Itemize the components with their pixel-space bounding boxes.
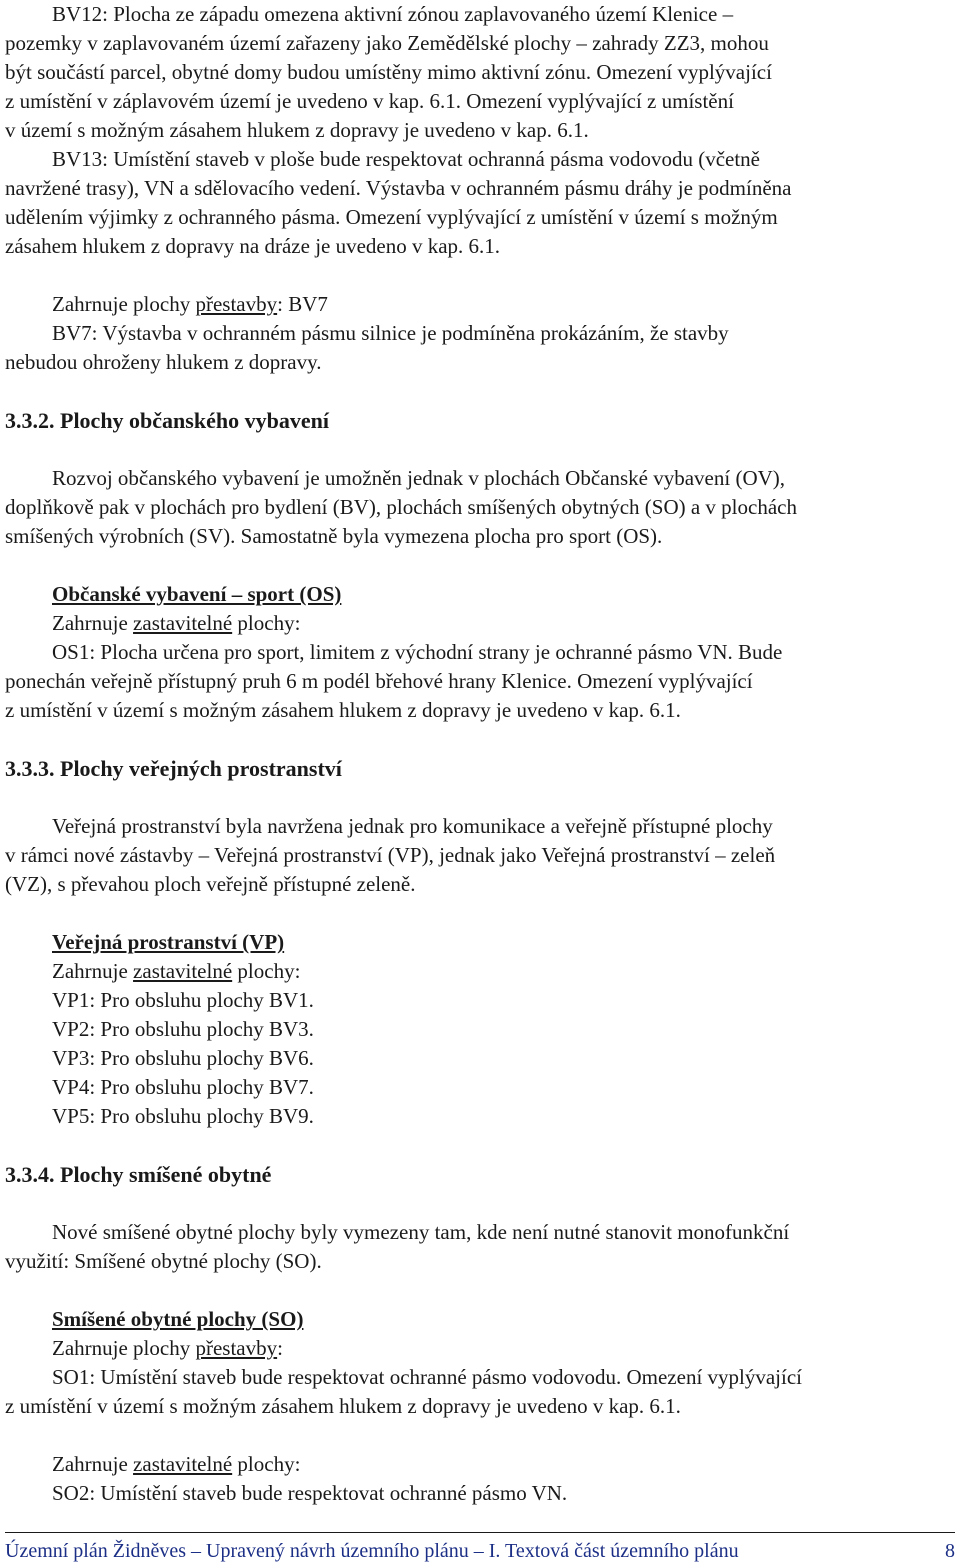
s332-line-2: doplňkově pak v plochách pro bydlení (BV), plochách smíšených obytných (SO) a v plochách (5, 495, 797, 519)
s334-line-2: využití: Smíšené obytné plochy (SO). (5, 1249, 322, 1273)
list-item-vp3: VP3: Pro obsluhu plochy BV6. (52, 1046, 314, 1070)
bv-prestavby-underlined: přestavby (195, 292, 278, 316)
bv-prestavby-pre: Zahrnuje plochy (52, 292, 196, 316)
page-number: 8 (945, 1540, 955, 1562)
document-page (5, 0, 955, 1508)
s333-line-2: v rámci nové zástavby – Veřejná prostranství (VP), jednak jako Veřejná prostranství – zeleň (5, 843, 776, 867)
bv12-line-5: v území s možným zásahem hlukem z dopravy je uvedeno v kap. 6.1. (5, 118, 589, 142)
section-333-heading: 3.3.3. Plochy veřejných prostranství (5, 756, 342, 781)
so-zastavitelne-line (5, 1450, 955, 1479)
os1-line-3: z umístění v území s možným zásahem hlukem z dopravy je uvedeno v kap. 6.1. (5, 698, 681, 722)
list-item-vp1: VP1: Pro obsluhu plochy BV1. (52, 988, 314, 1012)
vp-zastavitelne-line (5, 957, 955, 986)
bv-prestavby-line (5, 290, 955, 319)
so-z-post: plochy: (232, 1452, 301, 1476)
page-footer (5, 1532, 955, 1563)
so-subheading: Smíšené obytné plochy (SO) (52, 1307, 304, 1331)
so-p-pre: Zahrnuje plochy (52, 1336, 196, 1360)
bv13-line-2: navržené trasy), VN a sdělovacího vedení. Výstavba v ochranném pásmu dráhy je podmíněna (5, 176, 792, 200)
so-z-underlined: zastavitelné (133, 1452, 233, 1476)
bv-prestavby-post: : BV7 (277, 292, 328, 316)
so1-line-1: SO1: Umístění staveb bude respektovat ochranné pásmo vodovodu. Omezení vyplývající (52, 1365, 803, 1389)
os1-line-2: ponechán veřejně přístupný pruh 6 m podél břehové hrany Klenice. Omezení vyplývající (5, 669, 753, 693)
so2-line: SO2: Umístění staveb bude respektovat ochranné pásmo VN. (52, 1481, 568, 1505)
vp-z-pre: Zahrnuje (52, 959, 134, 983)
vp-z-post: plochy: (232, 959, 301, 983)
vp-z-underlined: zastavitelné (133, 959, 233, 983)
s334-line-1: Nové smíšené obytné plochy byly vymezeny tam, kde není nutné stanovit monofunkční (52, 1220, 790, 1244)
bv7-line-1: BV7: Výstavba v ochranném pásmu silnice je podmíněna prokázáním, že stavby (52, 321, 729, 345)
section-334-heading: 3.3.4. Plochy smíšené obytné (5, 1162, 272, 1187)
bv13-line-4: zásahem hlukem z dopravy na dráze je uvedeno v kap. 6.1. (5, 234, 501, 258)
bv12-line-2: pozemky v zaplavovaném území zařazeny jako Zemědělské plochy – zahrady ZZ3, mohou (5, 31, 769, 55)
os-z-underlined: zastavitelné (133, 611, 233, 635)
os-z-post: plochy: (232, 611, 301, 635)
bv7-line-2: nebudou ohroženy hlukem z dopravy. (5, 350, 322, 374)
os-z-pre: Zahrnuje (52, 611, 134, 635)
bv13-line-1: BV13: Umístění staveb v ploše bude respektovat ochranná pásma vodovodu (včetně (52, 147, 760, 171)
os-zastavitelne-line (5, 609, 955, 638)
bv12-line-1: BV12: Plocha ze západu omezena aktivní zónou zaplavovaného území Klenice – (52, 2, 734, 26)
list-item-vp5: VP5: Pro obsluhu plochy BV9. (52, 1104, 314, 1128)
so-z-pre: Zahrnuje (52, 1452, 134, 1476)
os1-line-1: OS1: Plocha určena pro sport, limitem z východní strany je ochranné pásmo VN. Bude (52, 640, 783, 664)
list-item-vp4: VP4: Pro obsluhu plochy BV7. (52, 1075, 314, 1099)
section-332-heading: 3.3.2. Plochy občanského vybavení (5, 408, 329, 433)
bv12-line-4: z umístění v záplavovém území je uvedeno v kap. 6.1. Omezení vyplývající z umístění (5, 89, 734, 113)
s332-line-1: Rozvoj občanského vybavení je umožněn jednak v plochách Občanské vybavení (OV), (52, 466, 786, 490)
so-p-underlined: přestavby (195, 1336, 278, 1360)
vp-subheading: Veřejná prostranství (VP) (52, 930, 285, 954)
list-item-vp2: VP2: Pro obsluhu plochy BV3. (52, 1017, 314, 1041)
footer-text: Územní plán Židněves – Upravený návrh územního plánu – I. Textová část územního plánu (5, 1540, 739, 1562)
os-subheading: Občanské vybavení – sport (OS) (52, 582, 342, 606)
so-p-post: : (277, 1336, 283, 1360)
so-prestavby-line (5, 1334, 955, 1363)
bv13-line-3: udělením výjimky z ochranného pásma. Omezení vyplývající z umístění v území s možným (5, 205, 778, 229)
s332-line-3: smíšených výrobních (SV). Samostatně byla vymezena plocha pro sport (OS). (5, 524, 663, 548)
so1-line-2: z umístění v území s možným zásahem hlukem z dopravy je uvedeno v kap. 6.1. (5, 1394, 681, 1418)
bv12-line-3: být součástí parcel, obytné domy budou umístěny mimo aktivní zónu. Omezení vyplývající (5, 60, 772, 84)
s333-line-3: (VZ), s převahou ploch veřejně přístupné zeleně. (5, 872, 416, 896)
s333-line-1: Veřejná prostranství byla navržena jednak pro komunikace a veřejně přístupné plochy (52, 814, 773, 838)
